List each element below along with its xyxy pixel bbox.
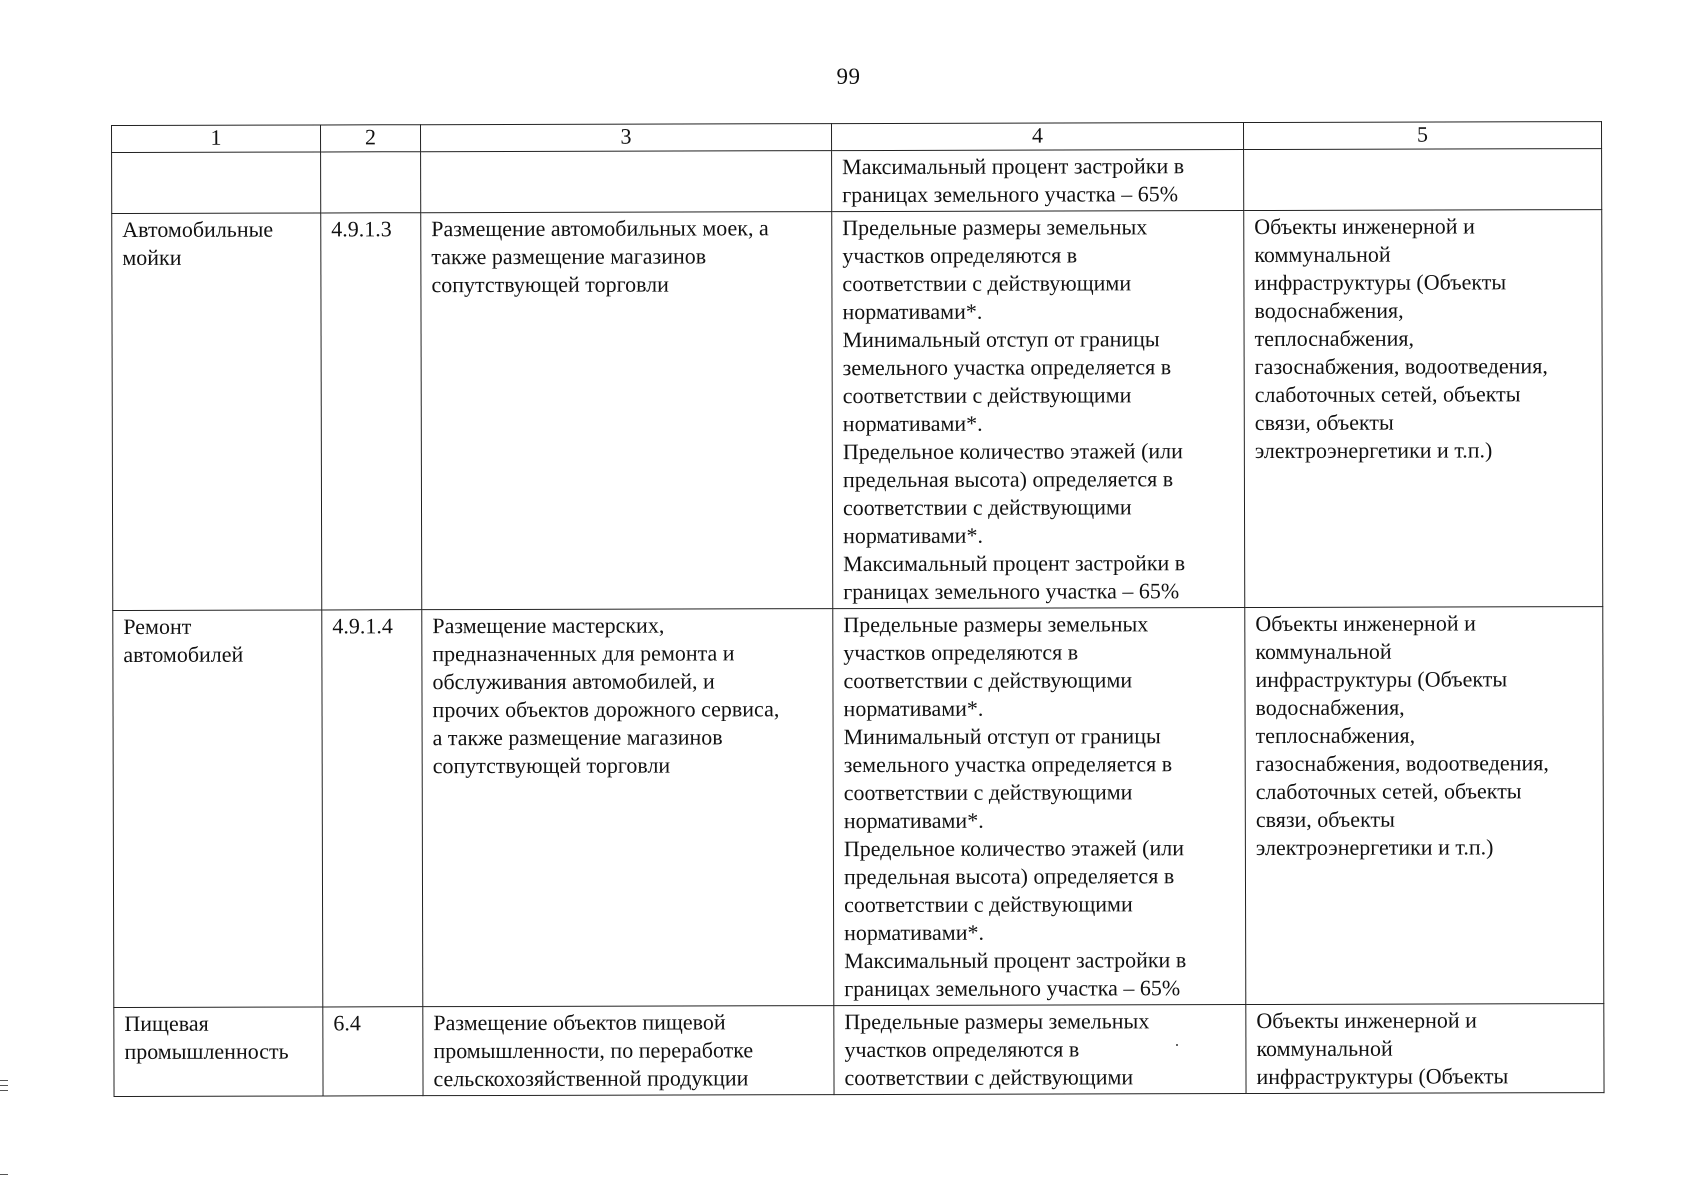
text-line: Автомобильные <box>122 216 274 242</box>
text-line: Предельное количество этажей (или <box>842 438 1183 465</box>
text-line: предназначенных для ремонта и <box>432 640 735 667</box>
use-description-cell <box>423 1006 834 1096</box>
column-header-2: 2 <box>321 125 421 152</box>
text-line: участков определяются в <box>844 1036 1080 1063</box>
text-line: предельная высота) определяется в <box>842 466 1174 493</box>
margin-tick <box>0 1174 8 1175</box>
text-line: мойки <box>122 244 182 270</box>
text-line: Объекты инженерной и <box>1255 610 1476 637</box>
text-line: Максимальный процент застройки в <box>844 947 1187 974</box>
text-line: участков определяются в <box>843 639 1079 666</box>
text-line: слаботочных сетей, объекты <box>1255 778 1522 805</box>
use-name-cell <box>113 610 323 1008</box>
text-line: нормативами*. <box>843 522 983 549</box>
text-line: инфраструктуры (Объекты <box>1255 666 1508 693</box>
text-line: электроэнергетики и т.п.) <box>1254 437 1493 464</box>
text-line: Максимальный процент застройки в <box>843 550 1186 577</box>
text-line: коммунальной <box>1255 638 1392 665</box>
margin-tick <box>0 1085 8 1086</box>
use-name-cell <box>114 1007 323 1097</box>
margin-marks <box>0 1080 10 1095</box>
text-line: границах земельного участка – 65% <box>842 181 1179 208</box>
table-row <box>112 210 1603 611</box>
text-line: Предельное количество этажей (или <box>843 835 1184 862</box>
objects-cell <box>1245 607 1604 1005</box>
text-line: Объекты инженерной и <box>1256 1007 1477 1034</box>
text-line: водоснабжения, <box>1254 297 1404 324</box>
text-line: соответствии с действующими <box>843 667 1133 694</box>
text-line: промышленности, по переработке <box>433 1037 754 1064</box>
text-line: Предельные размеры земельных <box>844 1008 1150 1035</box>
objects-cell <box>1244 210 1603 608</box>
text-line: участков определяются в <box>842 242 1078 269</box>
use-code-cell: 6.4 <box>323 1007 423 1096</box>
text-line: соответствии с действующими <box>844 891 1133 918</box>
use-description-cell <box>421 212 833 610</box>
text-line: обслуживания автомобилей, и <box>432 668 715 695</box>
text-line: Предельные размеры земельных <box>842 214 1148 241</box>
column-header-3: 3 <box>421 124 832 152</box>
text-line: земельного участка определяется в <box>842 354 1172 381</box>
text-line: соответствии с действующими <box>844 1064 1134 1091</box>
column-header-1: 1 <box>112 125 321 153</box>
continuation-parameters-cell <box>832 150 1244 212</box>
text-line: автомобилей <box>123 641 244 667</box>
text-line: соответствии с действующими <box>843 779 1133 806</box>
text-line: Минимальный отступ от границы <box>842 326 1160 353</box>
text-line: соответствии с действующими <box>842 270 1132 297</box>
scan-speck <box>1176 1044 1178 1046</box>
text-line: Пищевая <box>124 1010 209 1036</box>
table-row <box>113 607 1604 1008</box>
text-line: нормативами*. <box>842 298 983 325</box>
text-line: Минимальный отступ от границы <box>843 723 1161 750</box>
continuation-cell-2 <box>321 152 421 213</box>
parameters-cell <box>833 608 1246 1006</box>
text-line: соответствии с действующими <box>842 382 1132 409</box>
text-line: нормативами*. <box>843 807 984 834</box>
text-line: Объекты инженерной и <box>1254 213 1475 240</box>
use-name-cell <box>112 213 322 611</box>
page-number: 99 <box>836 64 861 89</box>
use-code-cell: 4.9.1.3 <box>321 213 422 610</box>
text-line: нормативами*. <box>842 410 983 437</box>
continuation-row <box>112 149 1602 214</box>
text-line: Предельные размеры земельных <box>843 611 1149 638</box>
text-line: Ремонт <box>123 613 192 639</box>
table-header-row <box>112 122 1602 153</box>
column-header-4: 4 <box>831 123 1243 151</box>
margin-tick <box>0 1080 8 1081</box>
text-line: сопутствующей торговли <box>432 752 671 779</box>
continuation-cell-5 <box>1244 149 1602 211</box>
text-line: сопутствующей торговли <box>431 271 669 298</box>
text-line: границах земельного участка – 65% <box>844 975 1181 1002</box>
text-line: электроэнергетики и т.п.) <box>1255 834 1494 861</box>
text-line: также размещение магазинов <box>431 243 707 270</box>
text-line: теплоснабжения, <box>1255 722 1416 749</box>
margin-tick <box>0 1090 8 1091</box>
use-description-cell <box>422 609 834 1007</box>
text-line: соответствии с действующими <box>842 494 1132 521</box>
continuation-cell-1 <box>112 152 321 214</box>
text-line: инфраструктуры (Объекты <box>1254 269 1507 296</box>
text-line: нормативами*. <box>844 919 985 946</box>
text-line: газоснабжения, водоотведения, <box>1255 750 1549 777</box>
text-line: предельная высота) определяется в <box>843 863 1175 890</box>
text-line: прочих объектов дорожного сервиса, <box>432 696 780 723</box>
text-line: Размещение объектов пищевой <box>433 1009 726 1036</box>
text-line: теплоснабжения, <box>1254 325 1415 352</box>
column-header-5: 5 <box>1243 122 1601 150</box>
text-line: нормативами*. <box>843 695 984 722</box>
text-line: границах земельного участка – 65% <box>843 578 1180 605</box>
text-line: газоснабжения, водоотведения, <box>1254 353 1548 380</box>
text-line: Размещение автомобильных моек, а <box>431 215 769 242</box>
text-line: сельскохозяйственной продукции <box>433 1065 749 1092</box>
text-line: а также размещение магазинов <box>432 724 723 751</box>
text-line: водоснабжения, <box>1255 694 1405 721</box>
text-line: Максимальный процент застройки в <box>842 153 1185 180</box>
parameters-cell <box>832 211 1245 609</box>
text-line: связи, объекты <box>1254 409 1394 436</box>
parameters-cell <box>834 1005 1246 1095</box>
land-use-table <box>111 121 1605 1097</box>
table-row <box>114 1004 1604 1097</box>
text-line: слаботочных сетей, объекты <box>1254 381 1521 408</box>
text-line: коммунальной <box>1256 1035 1393 1062</box>
use-code-cell: 4.9.1.4 <box>322 610 423 1007</box>
text-line: связи, объекты <box>1255 806 1395 833</box>
text-line: коммунальной <box>1254 241 1391 268</box>
text-line: инфраструктуры (Объекты <box>1256 1063 1509 1090</box>
text-line: Размещение мастерских, <box>432 612 665 639</box>
text-line: земельного участка определяется в <box>843 751 1173 778</box>
objects-cell <box>1246 1004 1604 1094</box>
continuation-cell-3 <box>421 151 832 213</box>
text-line: промышленность <box>124 1038 289 1064</box>
